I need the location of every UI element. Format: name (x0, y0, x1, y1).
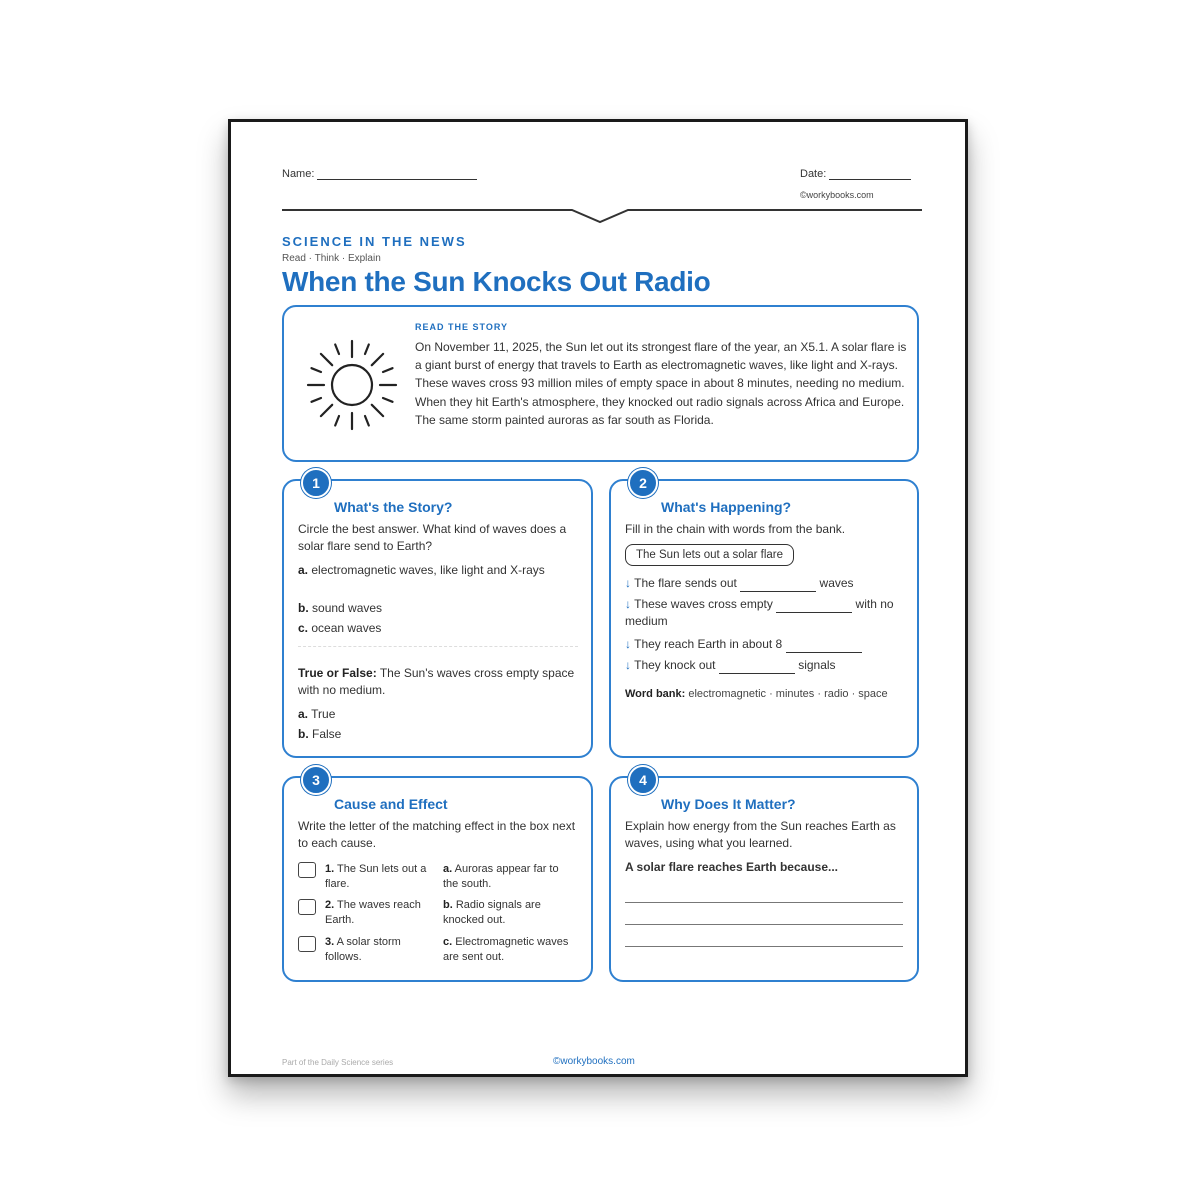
date-field (800, 168, 911, 180)
chain-step-2: ↓ These waves cross empty with no medium (625, 597, 894, 628)
question-box-3 (282, 776, 593, 982)
chain-step-1: ↓ The flare sends out waves (625, 576, 854, 590)
chain-step-4: ↓ They knock out signals (625, 658, 836, 672)
footer-site-link[interactable]: ©workybooks.com (553, 1056, 635, 1067)
answer-line-1[interactable] (625, 902, 903, 903)
story-box (282, 305, 919, 462)
arrow-down-icon: ↓ (625, 576, 631, 590)
box1-tf-option-a[interactable]: a. True (298, 707, 336, 721)
chain-blank-3[interactable] (786, 652, 862, 653)
cause-3: 3. A solar storm follows. (325, 936, 401, 963)
sun-icon (304, 337, 400, 433)
box4-number-badge: 4 (628, 765, 658, 795)
section-kicker: SCIENCE IN THE NEWS (282, 234, 467, 249)
word-bank: Word bank: electromagnetic · minutes · radio · space (625, 688, 888, 700)
section-subtitle: Read · Think · Explain (282, 253, 381, 264)
question-box-4 (609, 776, 919, 982)
effect-c: c. Electromagnetic waves are sent out. (443, 936, 569, 963)
chain-blank-4[interactable] (719, 673, 795, 674)
story-label: READ THE STORY (415, 322, 509, 332)
box4-title: Why Does It Matter? (661, 796, 796, 812)
answer-line-3[interactable] (625, 946, 903, 947)
cause-answer-box-1[interactable] (298, 862, 316, 878)
box1-true-false: True or False: The Sun's waves cross empty space with no medium. (298, 666, 575, 697)
page-title: When the Sun Knocks Out Radio (282, 266, 711, 297)
question-box-2 (609, 479, 919, 758)
box3-title: Cause and Effect (334, 796, 448, 812)
story-text: On November 11, 2025, the Sun let out its strongest flare of the year, an X5.1. A solar flare is a giant burst of energy that travels to Earth as electromagnetic waves, like light and X-rays. These waves cross 93 million miles of empty space in about 8 minutes, needing no medium. When they hit Earth's atmosphere, they knocked out radio signals across Africa and Europe. The same storm painted auroras as far south as Florida. (415, 340, 907, 427)
box1-tf-option-b[interactable]: b. False (298, 727, 342, 741)
arrow-down-icon: ↓ (625, 658, 631, 672)
box1-option-c[interactable]: c. ocean waves (298, 621, 382, 635)
date-line[interactable] (829, 179, 911, 180)
chain-blank-1[interactable] (740, 591, 816, 592)
arrow-down-icon: ↓ (625, 637, 631, 651)
header-divider (282, 206, 922, 226)
effect-a: a. Auroras appear far to the south. (443, 863, 559, 890)
box1-separator (298, 646, 578, 647)
chain-step-3: ↓ They reach Earth in about 8 (625, 636, 910, 653)
answer-line-2[interactable] (625, 924, 903, 925)
cause-answer-box-2[interactable] (298, 899, 316, 915)
box1-option-a[interactable]: a. electromagnetic waves, like light and X-rays (298, 563, 545, 577)
header-site: ©workybooks.com (800, 190, 874, 200)
chain-start-box: The Sun lets out a solar flare (625, 544, 794, 566)
box3-number-badge: 3 (301, 765, 331, 795)
box2-title: What's Happening? (661, 499, 792, 515)
effect-b: b. Radio signals are knocked out. (443, 899, 541, 926)
box1-title: What's the Story? (334, 499, 453, 515)
name-label: Name: (282, 168, 315, 180)
chain-blank-2[interactable] (776, 612, 852, 613)
box1-number-badge: 1 (301, 468, 331, 498)
box1-option-b[interactable]: b. sound waves (298, 601, 383, 615)
date-label: Date: (800, 168, 827, 180)
worksheet-page (228, 119, 968, 1077)
arrow-down-icon: ↓ (625, 597, 631, 611)
name-field (282, 168, 477, 180)
box2-prompt: Fill in the chain with words from the bank. (625, 522, 846, 536)
box2-number-badge: 2 (628, 468, 658, 498)
cause-2: 2. The waves reach Earth. (325, 899, 421, 926)
footer-series: Part of the Daily Science series (282, 1058, 394, 1067)
box3-prompt: Write the letter of the matching effect in the box next to each cause. (298, 819, 576, 850)
name-line[interactable] (317, 179, 477, 180)
question-box-1 (282, 479, 593, 758)
box4-prompt: Explain how energy from the Sun reaches Earth as waves, using what you learned. (625, 819, 896, 850)
box1-prompt: Circle the best answer. What kind of waves does a solar flare send to Earth? (298, 522, 567, 553)
box4-sentence-starter: A solar flare reaches Earth because... (625, 860, 838, 874)
cause-answer-box-3[interactable] (298, 936, 316, 952)
cause-1: 1. The Sun lets out a flare. (325, 863, 427, 890)
